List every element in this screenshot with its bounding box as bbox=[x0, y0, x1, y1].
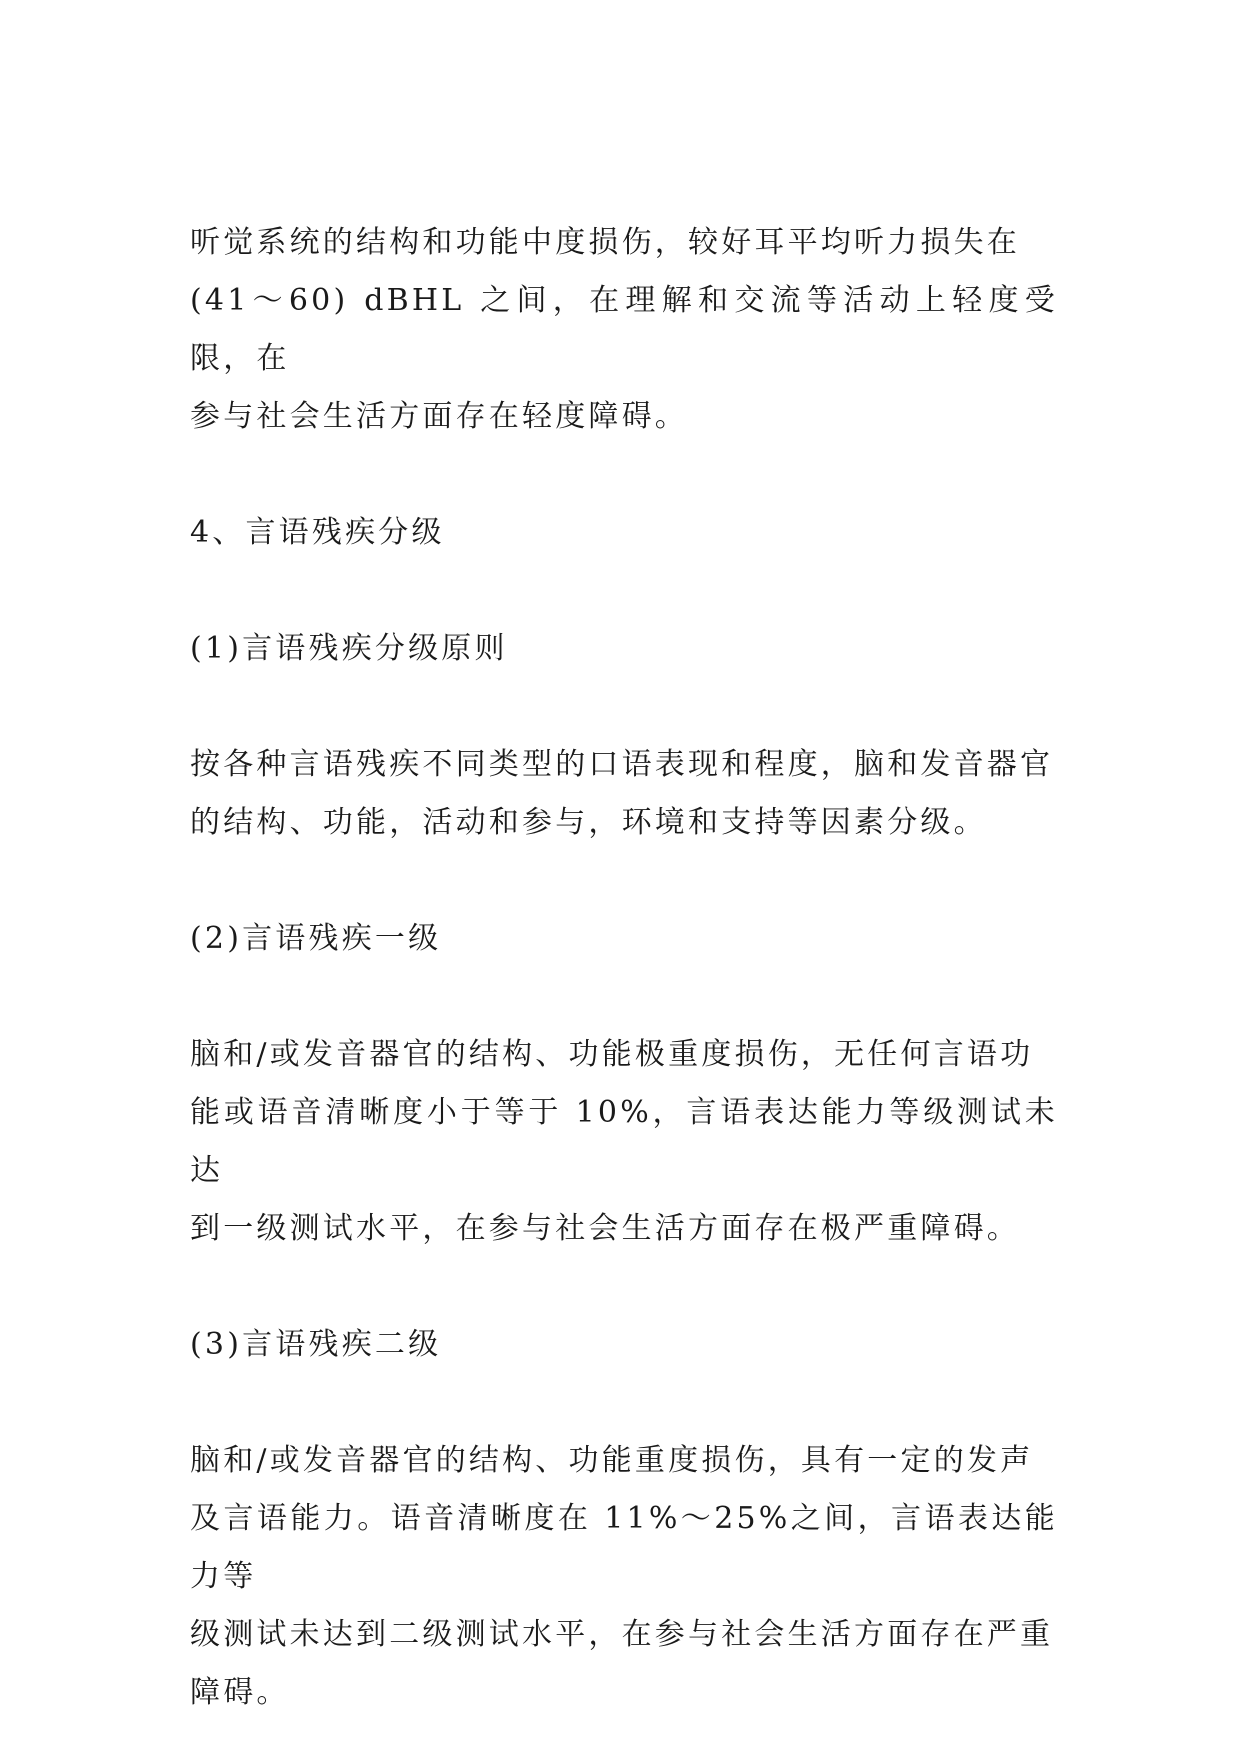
subheading-grade-two: (3)言语残疾二级 bbox=[190, 1327, 442, 1362]
text-line: 脑和/或发音器官的结构、功能重度损伤，具有一定的发声 bbox=[190, 1443, 1034, 1478]
text-line: 障碍。 bbox=[190, 1675, 290, 1710]
text-line: 脑和/或发音器官的结构、功能极重度损伤，无任何言语功 bbox=[190, 1037, 1034, 1072]
text-line: 及言语能力。语音清晰度在 11%～25%之间，言语表达能力等 bbox=[190, 1501, 1058, 1594]
text-line: 按各种言语残疾不同类型的口语表现和程度，脑和发音器官 bbox=[190, 747, 1054, 782]
document-body bbox=[190, 214, 1058, 1722]
text-line: 的结构、功能，活动和参与，环境和支持等因素分级。 bbox=[190, 805, 987, 840]
section-heading-speech-grading: 4、言语残疾分级 bbox=[190, 515, 445, 550]
text-line: 能或语音清晰度小于等于 10%，言语表达能力等级测试未达 bbox=[190, 1095, 1058, 1188]
subheading-grade-one: (2)言语残疾一级 bbox=[190, 921, 442, 956]
text-line: 级测试未达到二级测试水平，在参与社会生活方面存在严重 bbox=[190, 1617, 1054, 1652]
text-line: 听觉系统的结构和功能中度损伤，较好耳平均听力损失在 bbox=[190, 225, 1020, 260]
paragraph-grading-principle bbox=[190, 736, 1058, 852]
text-line: (41～60) dBHL 之间，在理解和交流等活动上轻度受限，在 bbox=[190, 283, 1058, 376]
paragraph-hearing-grade bbox=[190, 214, 1058, 446]
subheading-grading-principle: (1)言语残疾分级原则 bbox=[190, 631, 508, 666]
text-line: 到一级测试水平，在参与社会生活方面存在极严重障碍。 bbox=[190, 1211, 1020, 1246]
text-line: 参与社会生活方面存在轻度障碍。 bbox=[190, 399, 688, 434]
paragraph-grade-one bbox=[190, 1026, 1058, 1258]
paragraph-grade-two bbox=[190, 1432, 1058, 1722]
